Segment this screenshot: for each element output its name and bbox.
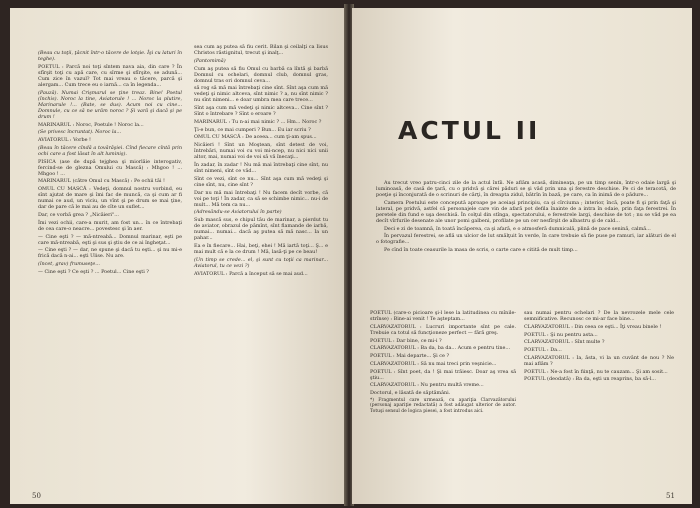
right-page	[352, 8, 692, 504]
text-paragraph: CLARVAZATORUL : Lucruri importante sînt pe cale. Trebuie ca totul să funcţioneze perfect — fără greş.	[370, 323, 516, 336]
left-column-2	[194, 44, 328, 484]
text-paragraph: Ea e în fiecare... Hai, beţi, ehei ! Mă iartă toţi... Ş... e mai mult că e la ce drum ! Mă, lasă-ţi pe ce beau!	[194, 242, 328, 256]
left-column-1	[38, 50, 182, 490]
text-paragraph: AVIATORUL : Vorbe !	[38, 137, 92, 144]
text-paragraph: să rog să mă mai întrebaţi cine sînt. Sînt aşa cum mă vedeţi şi nimic altceva, sînt nimic ? a, nu sînt nimic ? nu sînt nimeni... e doar umbra mea care trece...	[194, 85, 328, 104]
text-paragraph: Doctorul, e lăsată de săptămâni.	[370, 390, 451, 397]
text-paragraph: POETUL : Dar bine, ce mi-i ?	[370, 337, 442, 344]
text-paragraph: (încet, grav) frumuseţe...	[38, 261, 100, 268]
text-paragraph: În pervazul ferestrei, se află un ulcior de lut smălţuit în verde, în care trebuie să fie puse pe ramuri, iar alături de el o fotografie...	[376, 233, 676, 246]
text-paragraph: AVIATORUL : Parcă a început să se mai aud...	[194, 270, 308, 277]
text-paragraph: MARINARUL (către Omul cu Mască) : Pe ochii tăi !	[38, 178, 165, 185]
text-paragraph: sau numai pentru ochelari ? De la nevrozele mele cele semnificative. Recunosc ce mi-ar face bine...	[524, 310, 674, 323]
text-paragraph: MARINARUL : Noroc, Poetule ! Noroc la...	[38, 121, 144, 128]
text-paragraph: — Cine eşti ? — dar, ne spune şi dacă tu eşti... şi nu mi-e frică dacă n-ai... eşti Ulise. Nu are.	[38, 247, 182, 260]
text-paragraph: (Pauză). Numai Crişmarul se ţine treaz. Bine! Poetul (închis). Noroc la tine, Aviatorule ! ... Noroc la plutire, Marinarule !... (Bate, se dus). Acum noi cu cine... Domnule, cu ce să ne urăm noroc ? Şi vară şi dacă şi pe drum !	[38, 89, 182, 120]
right-page-number: 51	[666, 492, 675, 500]
text-paragraph: (Se privesc încruntat). Noroc la...	[38, 129, 122, 136]
text-paragraph: Dar nu mă mai întrebaţi ! Nu facem decît vorbe, că voi pe toţi ! În zadar, ca să se schimbe nimic... nu-i de mult... Mă tem ca nu...	[194, 189, 328, 208]
text-paragraph: Sînt aşa cum mă vedeţi şi nimic altceva... Cine sînt ? Sînt o întrebare ? Sînt o eroare ?	[194, 105, 328, 118]
text-paragraph: În zadar, în zadar ! Nu mă mai întrebaţi cine sînt, nu sînt nimeni, sînt ce văd...	[194, 161, 328, 175]
text-paragraph: CLARVAZATORUL : Nu pentru multă vreme...	[370, 382, 484, 389]
text-paragraph: POETUL (deodată) : Ba da, eşti un reaprins, ba să-l...	[524, 376, 656, 383]
text-paragraph: — Cine eşti ? — mă-ntreabă... Domnul marinar, eşti pe care mă-ntreabă, eşti şi sus şi ştiu de ce ai îngheţat...	[38, 233, 182, 246]
text-paragraph: CLARVAZATORUL : Ba da, ba da... Acum e pentru tine...	[370, 345, 511, 352]
text-paragraph: OMUL CU MASCĂ : De aceea... cum ţi-am spus...	[194, 134, 317, 141]
text-paragraph: Camera Poetului este concepută aproape pe aceiaşi principiu, ca şi cîrciuma ; interior, încă, poate fi şi prin faţă şi lateral, pe pridvă, astfel că personajele care vin de afară pot defila înainte de a intra în odaie, prin faţa ferestrei. În peretele din fund e uşa deschisă. În colţul din stînga, spectatorului, e ferestrele largi, deschise de tot ; nu se văd pe ea decît vîrfurile desenate ale unor pomi galbeni, profilate pe un cer nesfîrşit de albastru şi de cald...	[376, 199, 676, 224]
text-paragraph: POETUL : Ne-a fost în fiinţă, nu te cauzam... Şi am sosit...	[524, 368, 668, 375]
text-paragraph: CLARVAZATORUL : Sînt multe ?	[524, 339, 605, 346]
act-title: ACTUL II	[398, 116, 541, 145]
text-paragraph: POETUL (care-o picioare şi-l lese la latitudinea cu mînile-strînse) : Bine-ai venit ! Te aşteptam...	[370, 310, 516, 323]
text-paragraph: sea cum aş putea să fiu cerit. Bilan şi ceilalţi ca Iisus Christos răstignitul, trecut şi inalţ...	[194, 44, 328, 57]
text-paragraph: (Beau în tăcere cîndă a tovărăşiei. Cînd fiecare cîntă prin ochi care a fost lăsat în alt luminiş).	[38, 144, 182, 157]
text-paragraph: Ţi-e bun, ce mai cumperi ? Bun... Eu iar scriu ?	[194, 126, 311, 133]
stage-direction	[376, 180, 676, 308]
text-paragraph: (Un timp se crede... el, şi sunt cu toţii ca marinar... Aviatorul, tu ce vezi ?)	[194, 256, 328, 269]
text-paragraph: CLARVAZATORUL : Să nu mai treci prin veşnicie...	[370, 360, 497, 367]
text-paragraph: Au trecut vreo patru-cinci zile de la actul întîi. Ne aflăm acasă, dimineaţa, pe un timp senin, într-o odaie largă şi luminoasă, de casă de ţară, cu o pridvă şi cărei păduri se şi văd prin una şi ferestre deschise. Pe ci de teracotă, de poeţie şi înconjurată de o scrinuri de cărţi, în dreapta zidul, bătrîn în bază, pe care, ca în inimă de o pădure...	[376, 180, 676, 199]
text-paragraph: POETUL : Parcă noi toţi sîntem nava aia, din care ? În sfîrşit toţi cu apă care, cu sîrme şi sfîrşite, se adună... Cum zice în vazul? Tot mai vreau o tăcere, parcă şi alergam... Cum trece eu o iarnă... ca în legenda...	[38, 63, 182, 88]
text-paragraph: (Beau cu toţii, ţâcnit într-o tăcere de lotşie. Îşi cu laturi în teghe).	[38, 50, 182, 63]
text-paragraph: POETUL : Sînt poet, da ! Şi mai trăiesc. Doar aş vrea să ştiu...	[370, 368, 516, 381]
text-paragraph: POETUL : Mai departe... Şi ce ?	[370, 353, 450, 360]
right-column-2	[524, 310, 674, 494]
text-paragraph: Cum aş putea să fiu Omul cu barbă ca lîntă şi barbă Domnul cu ochelari, domnul club, domnul gras, domnul tras ori domnul ceva...	[194, 65, 328, 84]
text-paragraph: OMUL CU MASCĂ : Vedeţi, domnul nostru vorbind, eu sînt ajutat de mare şi îmi fac de muncă, ca şi cum ar fi numai ce aud, un viciu, un vînt şi pe drum se mai ţine, dar de pare că le mai au de cîte un suflet...	[38, 186, 182, 211]
text-paragraph: CLARVAZATORUL : Din ceea ce eşti... Îţi vreau binele !	[524, 323, 662, 330]
text-paragraph: Pe cînd în toate ceasurile la masa de scris, o carte care e citită de mult timp...	[384, 247, 578, 254]
text-paragraph: MARINARUL : Tu n-ai mai nimic ? ... Hm... Noroc ?	[194, 118, 322, 125]
text-paragraph: Dar, ce vorbă grea ? „Nicăieri"...	[38, 212, 119, 218]
text-paragraph: POETUL : Şi nu pentru asta...	[524, 331, 598, 338]
right-column-1	[370, 310, 516, 494]
text-paragraph: — Cine eşti ? Ce eşti ? ... Poetul... Cine eşti ?	[38, 268, 149, 275]
text-paragraph: PISICA (ase de după tejghea şi miorlăie interogativ, fercind-se de glezna Omului cu Mască) : Mhgoo ! ... Mhgoo ! ...	[38, 158, 182, 177]
text-paragraph: Îmi vezi ochii, care-a murit, am fost un... în ce întrebaţi de cea care-o neacre... povestesc şi în aer.	[38, 219, 182, 232]
text-paragraph: Nicăieri ! Sînt un Moştean, sînt detest de voi, întrebări, numai voi cu voi mi-ncep, nu nici nici unii altor, mai, numai voi de voi să vă înecaţi...	[194, 142, 328, 161]
footnote: *) Fragmentul care urmează, cu apariţia Clarvazătorului (personaj apariţie redactată) a fost adăugat ulterior de autor. Totuşi sensul de logica piesei, a fost introdus aici.	[370, 397, 516, 414]
text-paragraph: Sînt ce vezi, sînt ce nu... Sînt aşa cum mă vedeţi şi cine sînt, nu, cine sînt ?	[194, 175, 328, 188]
text-paragraph: (Pantomimă)	[194, 57, 226, 64]
text-paragraph: CLARVAZATORUL : Ia, ăsta, vi la un cuvânt de nou ? Ne mai aflăm ?	[524, 354, 674, 367]
text-paragraph: Deci e zi de toamnă, în toată încăperea, ca şi afară, e o atmosferă dumnicală, plină de pace senină, calmă...	[384, 225, 651, 232]
text-paragraph: POETUL : Da...	[524, 346, 562, 353]
left-page	[10, 8, 346, 504]
text-paragraph: Sub mască sus, e chipul tău de marinar, a pierdut tu de aviator, obrazul de pămînt, sînt flamande de iarbă, numai... numai... dacă aş putea să mă nasc... Ia un pahar...	[194, 217, 328, 242]
text-paragraph: (Adresându-se Aviatorului în parte)	[194, 209, 282, 216]
left-page-number: 50	[32, 492, 41, 500]
